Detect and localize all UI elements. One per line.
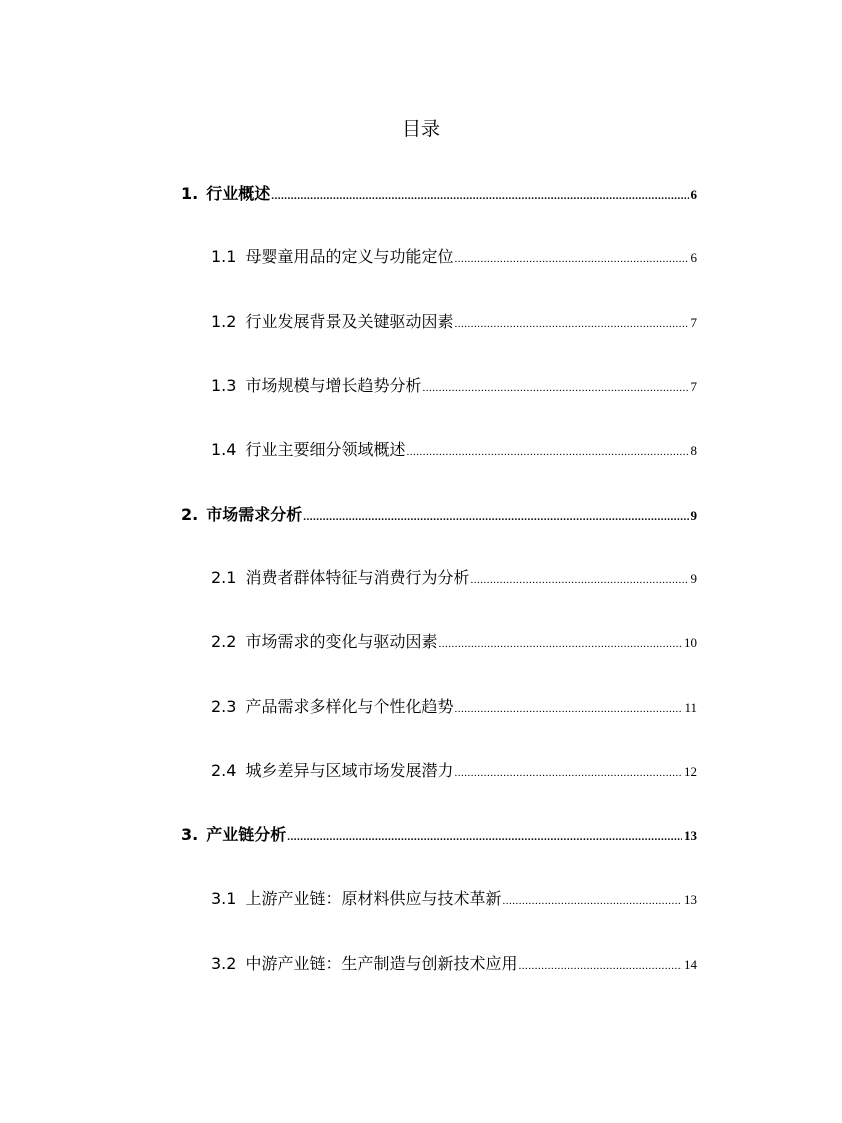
toc-entry-number: 2.2 [211,632,237,651]
toc-entry-section[interactable] [211,437,697,463]
toc-entry-section[interactable] [211,951,697,977]
toc-entry-section[interactable] [211,886,697,912]
toc-entry-section[interactable] [211,565,697,591]
toc-entry-title: 母婴童用品的定义与功能定位 [245,247,454,266]
toc-entry-title: 上游产业链：原材料供应与技术革新 [245,889,502,908]
toc-entry-section[interactable] [211,694,697,720]
toc-dot-leader [406,439,688,465]
toc-dot-leader [518,953,682,979]
toc-entry-page: 8 [690,443,697,458]
toc-entry-number: 3.2 [211,954,237,973]
toc-entry-page: 7 [690,315,697,330]
toc-entry-number: 1.1 [211,247,237,266]
toc-entry-title: 消费者群体特征与消费行为分析 [245,568,470,587]
toc-entry-page: 6 [690,187,697,202]
toc-dot-leader [422,375,688,401]
toc-entry-page: 6 [690,250,697,265]
toc-entry-page: 9 [690,508,697,523]
toc-entry-title: 行业概述 [206,184,271,203]
toc-entry-section[interactable] [211,244,697,270]
toc-dot-leader [454,246,688,272]
toc-entry-page: 9 [690,571,697,586]
toc-entry-section[interactable] [211,629,697,655]
toc-entry-number: 1.4 [211,440,237,459]
toc-entry-page: 14 [684,957,697,972]
toc-entry-page: 10 [684,635,697,650]
toc-entry-section[interactable] [211,309,697,335]
toc-entry-page: 13 [684,828,697,843]
toc-entry-section[interactable] [211,373,697,399]
toc-entry-title: 市场需求分析 [206,505,303,524]
toc-dot-leader [502,888,682,914]
toc-entry-title: 城乡差异与区域市场发展潜力 [245,761,454,780]
toc-entry-title: 产品需求多样化与个性化趋势 [245,697,454,716]
toc-entry-page: 13 [684,892,697,907]
toc-entry-page: 7 [690,379,697,394]
toc-dot-leader [454,760,682,786]
toc-title: 目录 [401,118,440,140]
toc-entry-number: 3.1 [211,889,237,908]
toc-entry-number: 3. [181,825,199,844]
toc-entry-title: 产业链分析 [206,825,287,844]
toc-entry-number: 1.2 [211,312,237,331]
toc-entry-title: 中游产业链：生产制造与创新技术应用 [245,954,518,973]
toc-dot-leader [287,824,682,850]
toc-dot-leader [271,183,688,209]
toc-entry-chapter[interactable] [181,502,697,528]
toc-entry-title: 市场需求的变化与驱动因素 [245,632,438,651]
toc-entry-number: 1. [181,184,199,203]
toc-entry-number: 2.3 [211,697,237,716]
toc-entry-page: 12 [684,764,697,779]
toc-entry-title: 行业主要细分领域概述 [245,440,406,459]
toc-entry-title: 市场规模与增长趋势分析 [245,376,422,395]
toc-entry-section[interactable] [211,758,697,784]
toc-dot-leader [438,631,682,657]
toc-entry-title: 行业发展背景及关键驱动因素 [245,312,454,331]
toc-dot-leader [470,567,688,593]
toc-entry-number: 1.3 [211,376,237,395]
toc-entry-number: 2.1 [211,568,237,587]
toc-dot-leader [454,311,688,337]
toc-entry-chapter[interactable] [181,181,697,207]
toc-entry-number: 2.4 [211,761,237,780]
toc-entry-page: 11 [684,700,697,715]
toc-entry-number: 2. [181,505,199,524]
toc-entry-chapter[interactable] [181,822,697,848]
toc-dot-leader [454,696,682,722]
toc-dot-leader [303,504,688,530]
